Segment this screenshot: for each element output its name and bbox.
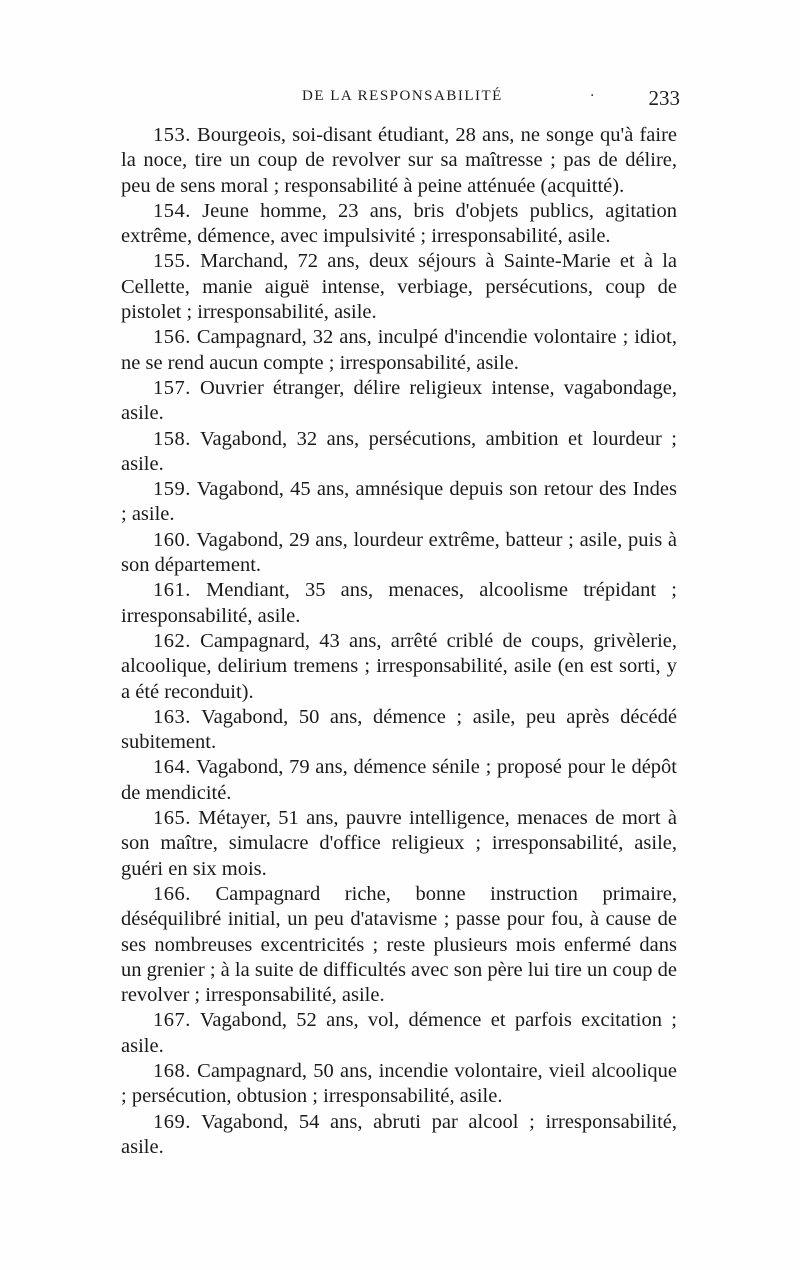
case-text: Mendiant, 35 ans, menaces, alcoolisme trépidant ; irresponsabilité, asile. [121, 579, 677, 627]
case-number: 159. [153, 478, 191, 501]
case-text: Campagnard, 50 ans, incendie volontaire, vieil alcoolique ; persécution, obtusion ; irresponsabilité, asile. [121, 1059, 678, 1108]
case-entry-154 [121, 199, 677, 250]
header-dot: · [590, 88, 595, 104]
case-text: Vagabond, 50 ans, démence ; asile, peu après décédé subitement. [121, 705, 677, 754]
case-entry-167 [121, 1008, 677, 1059]
case-number: 163. [153, 705, 191, 728]
case-entry-159 [121, 477, 677, 528]
case-text: Vagabond, 32 ans, persécutions, ambition et lourdeur ; asile. [121, 427, 677, 475]
page-number: 233 [648, 86, 680, 110]
case-number: 154. [153, 199, 191, 222]
case-entry-169 [121, 1110, 677, 1161]
case-number: 169. [153, 1110, 191, 1133]
case-text: Bourgeois, soi-disant étudiant, 28 ans, ne songe qu'à faire la noce, tire un coup de revolver sur sa maîtresse ; pas de délire, peu de sens moral ; responsabilité à peine atténuée (acquitté). [121, 124, 677, 197]
case-entry-166 [121, 882, 677, 1008]
case-number: 155. [153, 250, 191, 273]
case-entry-157 [121, 376, 677, 427]
case-text: Campagnard riche, bonne instruction primaire, déséquilibré initial, un peu d'atavisme ; passe pour fou, à cause de ses nombreuses excentricités ; reste plusieurs mois enfermé dans un grenier ; à la suite de difficultés avec son père lui tire un coup de revolver ; irresponsabilité, asile. [121, 882, 678, 1007]
case-number: 153. [153, 124, 191, 146]
case-text: Campagnard, 43 ans, arrêté criblé de coups, grivèlerie, alcoolique, delirium tremens ; irresponsabilité, asile (en est sorti, y a été reconduit). [121, 629, 678, 703]
case-number: 161. [153, 579, 191, 602]
case-entry-153 [121, 123, 677, 199]
case-number: 160. [153, 528, 191, 551]
case-entry-155 [121, 249, 677, 325]
case-text: Vagabond, 52 ans, vol, démence et parfois excitation ; asile. [121, 1009, 677, 1057]
case-text: Vagabond, 79 ans, démence sénile ; proposé pour le dépôt de mendicité. [121, 756, 677, 804]
case-text: Marchand, 72 ans, deux séjours à Sainte-Marie et à la Cellette, manie aiguë intense, verbiage, persécutions, coup de pistolet ; irresponsabilité, asile. [121, 250, 678, 324]
case-text: Campagnard, 32 ans, inculpé d'incendie volontaire ; idiot, ne se rend aucun compte ; irresponsabilité, asile. [121, 326, 678, 374]
case-number: 157. [153, 376, 191, 399]
page-header [120, 88, 680, 112]
case-number: 162. [153, 629, 191, 652]
case-text: Vagabond, 45 ans, amnésique depuis son retour des Indes ; asile. [121, 478, 677, 526]
case-text: Métayer, 51 ans, pauvre intelligence, menaces de mort à son maître, simulacre d'office religieux ; irresponsabilité, asile, guéri en six mois. [121, 807, 678, 880]
case-number: 166. [153, 882, 191, 905]
case-number: 158. [153, 427, 191, 450]
case-entry-164 [121, 755, 677, 806]
case-entry-165 [121, 806, 677, 882]
case-entry-158 [121, 427, 677, 478]
case-entry-161 [121, 578, 677, 629]
case-entry-163 [121, 705, 677, 756]
case-number: 165. [153, 807, 191, 830]
case-text: Vagabond, 29 ans, lourdeur extrême, batteur ; asile, puis à son département. [121, 528, 677, 577]
case-number: 164. [153, 756, 191, 779]
case-entry-168 [121, 1059, 677, 1110]
case-text: Vagabond, 54 ans, abruti par alcool ; irresponsabilité, asile. [121, 1110, 677, 1158]
case-number: 167. [153, 1009, 191, 1032]
case-entry-160 [121, 528, 677, 579]
case-number: 156. [153, 326, 191, 349]
case-number: 168. [153, 1059, 191, 1082]
running-head: DE LA RESPONSABILITÉ [302, 88, 503, 104]
case-text: Jeune homme, 23 ans, bris d'objets publics, agitation extrême, démence, avec impulsivité ; irresponsabilité, asile. [121, 199, 678, 248]
case-entry-162 [121, 629, 677, 705]
case-entry-156 [121, 325, 677, 376]
case-list [121, 123, 677, 1160]
case-text: Ouvrier étranger, délire religieux intense, vagabondage, asile. [121, 376, 677, 425]
